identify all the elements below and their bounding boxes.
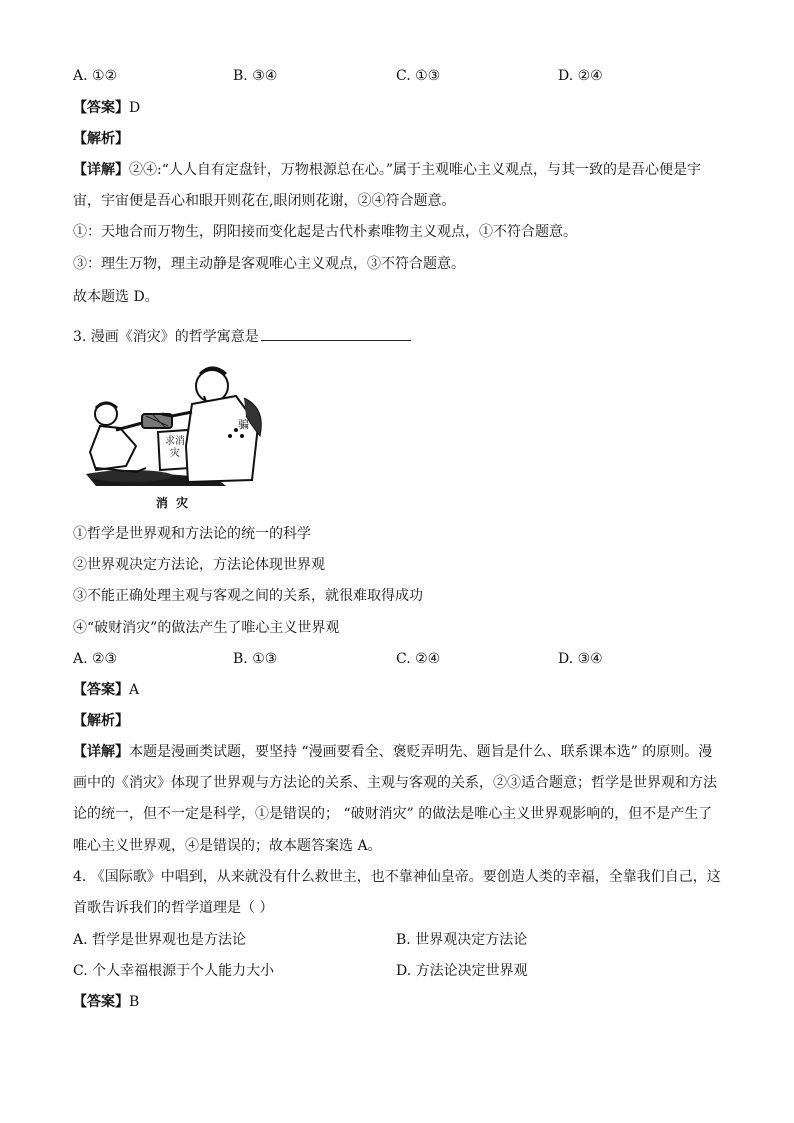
q3-statement-4: ④“破财消灾”的做法产生了唯心主义世界观 [73, 620, 340, 636]
q3-detail-line-4: 唯心主义世界观，④是错误的；故本题答案选 A。 [73, 838, 382, 854]
q2-analysis-label [73, 129, 129, 149]
analysis-label: 【解析】 [73, 131, 129, 147]
q3-analysis-label [73, 711, 129, 731]
q2-detail-line-3: ①：天地合而万物生，阴阳接而变化起是古代朴素唯物主义观点，①不符合题意。 [73, 224, 577, 240]
answer-label: 【答案】 [73, 100, 129, 116]
q3-option-c: C. ②④ [396, 651, 441, 667]
answer-value: A [129, 682, 140, 698]
q3-answer [73, 680, 139, 700]
q3-detail-line-2: 画中的《消灾》体现了世界观与方法论的关系、主观与客观的关系，②③适合题意；哲学是世界观和方法 [73, 775, 717, 791]
answer-blank [261, 326, 411, 341]
q3-statement-1: ①哲学是世界观和方法论的统一的科学 [73, 526, 311, 542]
q4-option-c: C. 个人幸福根源于个人能力大小 [73, 963, 275, 979]
q3-option-d: D. ③④ [558, 651, 603, 667]
q2-option-d: D. ②④ [558, 68, 603, 84]
q3-detail-line-1 [73, 742, 712, 762]
q2-answer [73, 98, 140, 118]
q3-stem [73, 326, 411, 347]
q2-detail-line-1 [73, 160, 701, 180]
q4-option-d: D. 方法论决定世界观 [396, 963, 528, 979]
q3-stem-text: 3. 漫画《消灾》的哲学寓意是 [73, 329, 259, 345]
q2-detail-line-2: 宙，宇宙便是吾心和眼开则花在,眼闭则花谢，②④符合题意。 [73, 193, 456, 209]
detail-text: 本题是漫画类试题，要坚持 “漫画要看全、褒贬弄明先、题旨是什么、联系课本选” 的原则。漫 [129, 744, 713, 760]
cartoon-image [76, 356, 268, 512]
cartoon-robe-text: 骗 [238, 418, 249, 431]
q3-statement-3: ③不能正确处理主观与客观之间的关系，就很难取得成功 [73, 588, 423, 604]
q4-option-b: B. 世界观决定方法论 [396, 932, 528, 948]
answer-label: 【答案】 [73, 682, 129, 698]
q3-detail-line-3: 论的统一，但不一定是科学，①是错误的； “破财消灾” 的做法是唯心主义世界观影响的，但不是产生了 [73, 806, 713, 822]
detail-label: 【详解】 [73, 744, 129, 760]
detail-label: 【详解】 [73, 162, 129, 178]
answer-value: B [129, 994, 140, 1010]
q3-statement-2: ②世界观决定方法论，方法论体现世界观 [73, 557, 325, 573]
q2-detail-line-4: ③：理生万物，理主动静是客观唯心主义观点，③不符合题意。 [73, 256, 465, 272]
answer-value: D [129, 100, 141, 116]
q2-option-c: C. ①③ [396, 68, 441, 84]
detail-text: ②④:“人人自有定盘针，万物根源总在心。”属于主观唯心主义观点，与其一致的是吾心便是宇 [129, 162, 702, 178]
answer-label: 【答案】 [73, 994, 129, 1010]
cartoon-caption: 消 灾 [155, 496, 189, 510]
q2-option-b: B. ③④ [233, 68, 278, 84]
q4-stem-line-2: 首歌告诉我们的哲学道理是（ ） [73, 900, 274, 916]
q4-stem-line-1: 4. 《国际歌》中唱到，从来就没有什么救世主，也不靠神仙皇帝。要创造人类的幸福，全靠我们自己，这 [73, 869, 721, 885]
q4-option-a: A. 哲学是世界观也是方法论 [73, 932, 247, 948]
q4-answer [73, 992, 139, 1012]
q2-detail-line-5: 故本题选 D。 [73, 289, 159, 305]
analysis-label: 【解析】 [73, 713, 129, 729]
q2-option-a: A. ①② [73, 68, 118, 84]
q3-option-a: A. ②③ [73, 651, 118, 667]
q3-option-b: B. ①③ [233, 651, 278, 667]
cartoon-sign-text: 求消灾 [165, 436, 185, 459]
